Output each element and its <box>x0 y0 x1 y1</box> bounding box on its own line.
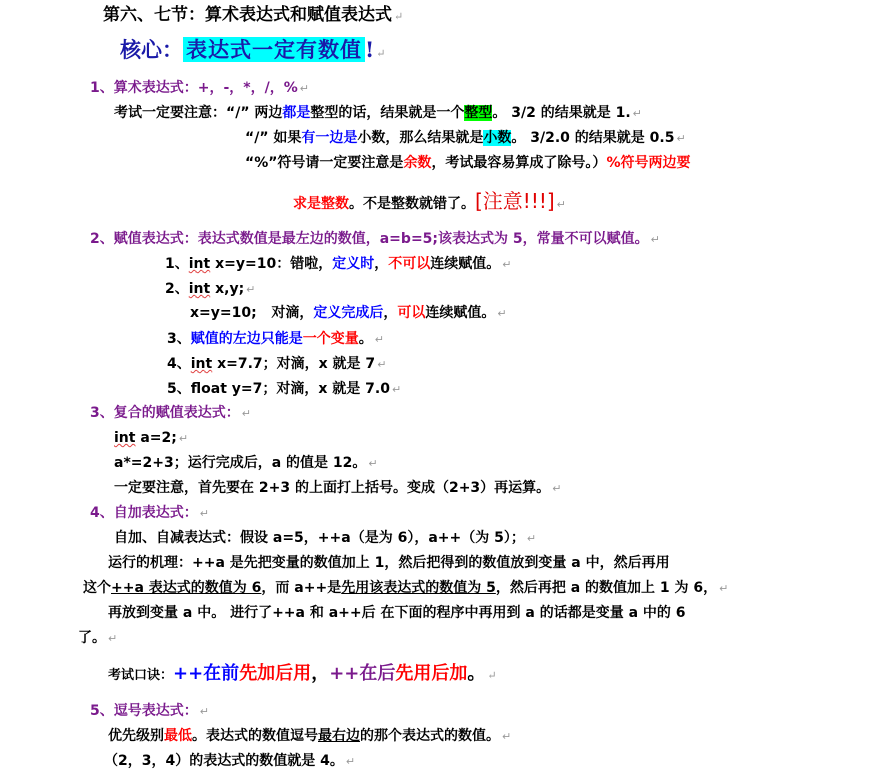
title-text: 第六、七节：算术表达式和赋值表达式 <box>103 5 392 25</box>
keyword-int: int <box>114 430 136 446</box>
s2-item-3 <box>167 329 384 350</box>
paragraph-mark: ↵ <box>241 407 251 420</box>
heading-text: 3、复合的赋值表达式： <box>90 405 240 421</box>
text: ， <box>383 305 398 321</box>
text: （2，3，4）的表达式的数值就是 4。 <box>104 753 344 769</box>
text-red: %符号两边要 <box>606 155 691 171</box>
text-purple: ++在后 <box>329 663 396 684</box>
s5-line-1 <box>108 726 511 747</box>
text: 连续赋值。 <box>425 305 496 321</box>
text: ， <box>311 663 330 684</box>
text: ，而 a++是 <box>261 580 342 596</box>
text-blue: 赋值的左边只能是 <box>190 331 303 347</box>
section-3-heading <box>90 403 251 424</box>
item-number: 2、 <box>165 281 189 297</box>
text: 。表达式的数值逗号 <box>192 728 318 744</box>
page-title <box>103 4 403 28</box>
paragraph-mark: ↵ <box>497 307 507 320</box>
paragraph-mark: ↵ <box>650 233 660 246</box>
heading-text: 1、算术表达式：+，-，*，/，% <box>90 80 298 96</box>
text: 。 3/2 的结果就是 1. <box>492 105 631 121</box>
text-blue: 定义时 <box>332 256 375 272</box>
text-red: 求是整数 <box>293 196 349 212</box>
text: 再放到变量 a 中。 进行了++a 和 a++后 在下面的程序中再用到 a 的话都是变量 a 中的 6 <box>108 605 686 621</box>
text: ，然后再把 a 的数值加上 1 为 6， <box>495 580 718 596</box>
item-number: 4、 <box>167 356 191 372</box>
text: 这个 <box>83 580 111 596</box>
text-red: 不可以 <box>388 256 431 272</box>
paragraph-mark: ↵ <box>719 582 729 595</box>
text: 连续赋值。 <box>430 256 501 272</box>
text: x=7.7；对滴，x 就是 7 <box>212 356 376 372</box>
keyword-int: int <box>188 281 211 297</box>
text-red: 先用后加 <box>395 663 468 684</box>
text: 一定要注意，首先要在 2+3 的上面打上括号。变成（2+3）再运算。 <box>114 480 551 496</box>
keyword-int: int <box>188 256 211 272</box>
text: x,y; <box>210 281 245 297</box>
paragraph-mark: ↵ <box>502 730 512 743</box>
text-red: 可以 <box>397 305 426 321</box>
s4-line-5 <box>78 628 117 649</box>
text: 小数，那么结果就是 <box>357 130 484 146</box>
text: 优先级别 <box>108 728 164 744</box>
s2-item-2b <box>190 303 507 324</box>
mnemonic-label: 考试口诀： <box>108 668 174 683</box>
paragraph-mark: ↵ <box>502 258 512 271</box>
paragraph-mark: ↵ <box>376 47 386 60</box>
s3-line-2 <box>114 453 378 474</box>
text: 考试一定要注意：“/” 两边 <box>114 105 283 121</box>
text: 的那个表达式的数值。 <box>360 728 500 744</box>
section-1-heading <box>90 78 309 99</box>
text-blue: 定义完成后 <box>313 305 384 321</box>
text-blue: 都是 <box>282 105 311 121</box>
heading-text: 5、逗号表达式： <box>90 703 198 719</box>
underlined-text: ++a 表达式的数值为 6 <box>111 580 262 596</box>
paragraph-mark: ↵ <box>368 457 378 470</box>
text: 。 <box>467 663 486 684</box>
text: 整型的话，结果就是一个 <box>310 105 465 121</box>
text: a=2; <box>135 430 177 446</box>
paragraph-mark: ↵ <box>199 705 209 718</box>
paragraph-mark: ↵ <box>394 10 404 23</box>
s1-line-3 <box>245 153 690 173</box>
text: 。不是整数就错了。 <box>349 196 475 212</box>
paragraph-mark: ↵ <box>178 432 189 445</box>
text-red: 一个变量 <box>302 331 359 347</box>
text: 自加、自减表达式：假设 a=5，++a（是为 6），a++（为 5）； <box>114 530 525 546</box>
s1-line-2 <box>245 128 686 149</box>
text-blue: 有一边是 <box>301 130 358 146</box>
text: float y=7；对滴，x 就是 7.0 <box>190 381 390 397</box>
paragraph-mark: ↵ <box>108 632 118 645</box>
paragraph-mark: ↵ <box>391 383 402 396</box>
s2-item-2 <box>165 279 255 300</box>
s2-item-4 <box>167 354 386 375</box>
paragraph-mark: ↵ <box>199 507 209 520</box>
text: ，考试最容易算成了除号。） <box>431 155 607 171</box>
text: a*=2+3；运行完成后，a 的值是 12。 <box>114 455 367 471</box>
core-line <box>120 34 385 70</box>
paragraph-mark: ↵ <box>374 333 384 346</box>
section-4-heading <box>90 503 209 524</box>
section-5-heading <box>90 701 209 722</box>
section-2-heading <box>90 229 660 250</box>
paragraph-mark: ↵ <box>632 107 642 120</box>
paragraph-mark: ↵ <box>552 482 562 495</box>
highlight-integer: 整型 <box>464 105 493 121</box>
s1-line-1 <box>114 103 642 124</box>
underlined-text: 最右边 <box>318 728 360 744</box>
text: ， <box>374 256 389 272</box>
attention-note: [注意!!!] <box>475 189 555 213</box>
text-red: 余数 <box>403 155 432 171</box>
s1-line-4 <box>293 188 566 218</box>
text-blue: ++在前 <box>173 663 240 684</box>
underlined-text: 先用该表达式的数值为 5 <box>341 580 496 596</box>
text: 。 <box>358 331 373 347</box>
s2-item-5 <box>167 379 401 400</box>
s4-line-1 <box>114 528 536 549</box>
core-label: 核心： <box>120 37 183 62</box>
paragraph-mark: ↵ <box>377 358 387 371</box>
item-number: 5、 <box>167 381 191 397</box>
paragraph-mark: ↵ <box>556 198 566 211</box>
core-highlight: 表达式一定有数值 <box>183 37 365 62</box>
text: x=y=10：错啦， <box>210 256 333 272</box>
paragraph-mark: ↵ <box>487 669 497 682</box>
s3-line-3 <box>114 478 561 499</box>
heading-text: 4、自加表达式： <box>90 505 198 521</box>
text: x=y=10; 对滴， <box>190 305 314 321</box>
s4-line-2 <box>108 553 670 573</box>
keyword-int: int <box>190 356 213 372</box>
text: 了。 <box>78 630 106 646</box>
text-red: 最低 <box>164 728 192 744</box>
s2-item-1 <box>165 254 511 275</box>
s3-line-1 <box>114 428 188 449</box>
s4-line-3 <box>83 578 728 599</box>
text: 。 3/2.0 的结果就是 0.5 <box>511 130 675 146</box>
highlight-decimal: 小数 <box>483 130 512 146</box>
paragraph-mark: ↵ <box>526 532 537 545</box>
item-number: 1、 <box>165 256 189 272</box>
exam-mnemonic <box>108 662 497 688</box>
text-red: 先加后用 <box>239 663 312 684</box>
item-number: 3、 <box>167 331 191 347</box>
s5-line-2 <box>104 751 355 772</box>
text: “/” 如果 <box>245 130 302 146</box>
heading-text: 2、赋值表达式：表达式数值是最左边的数值，a=b=5;该表达式为 5，常量不可以赋值。 <box>90 231 649 247</box>
core-bang: ! <box>365 37 375 62</box>
s4-line-4 <box>108 603 686 623</box>
paragraph-mark: ↵ <box>345 755 356 768</box>
text: “%”符号请一定要注意是 <box>245 155 404 171</box>
text: 运行的机理：++a 是先把变量的数值加上 1，然后把得到的数值放到变量 a 中，然后再用 <box>108 555 670 571</box>
paragraph-mark: ↵ <box>246 283 256 296</box>
paragraph-mark: ↵ <box>676 132 686 145</box>
paragraph-mark: ↵ <box>299 82 309 95</box>
